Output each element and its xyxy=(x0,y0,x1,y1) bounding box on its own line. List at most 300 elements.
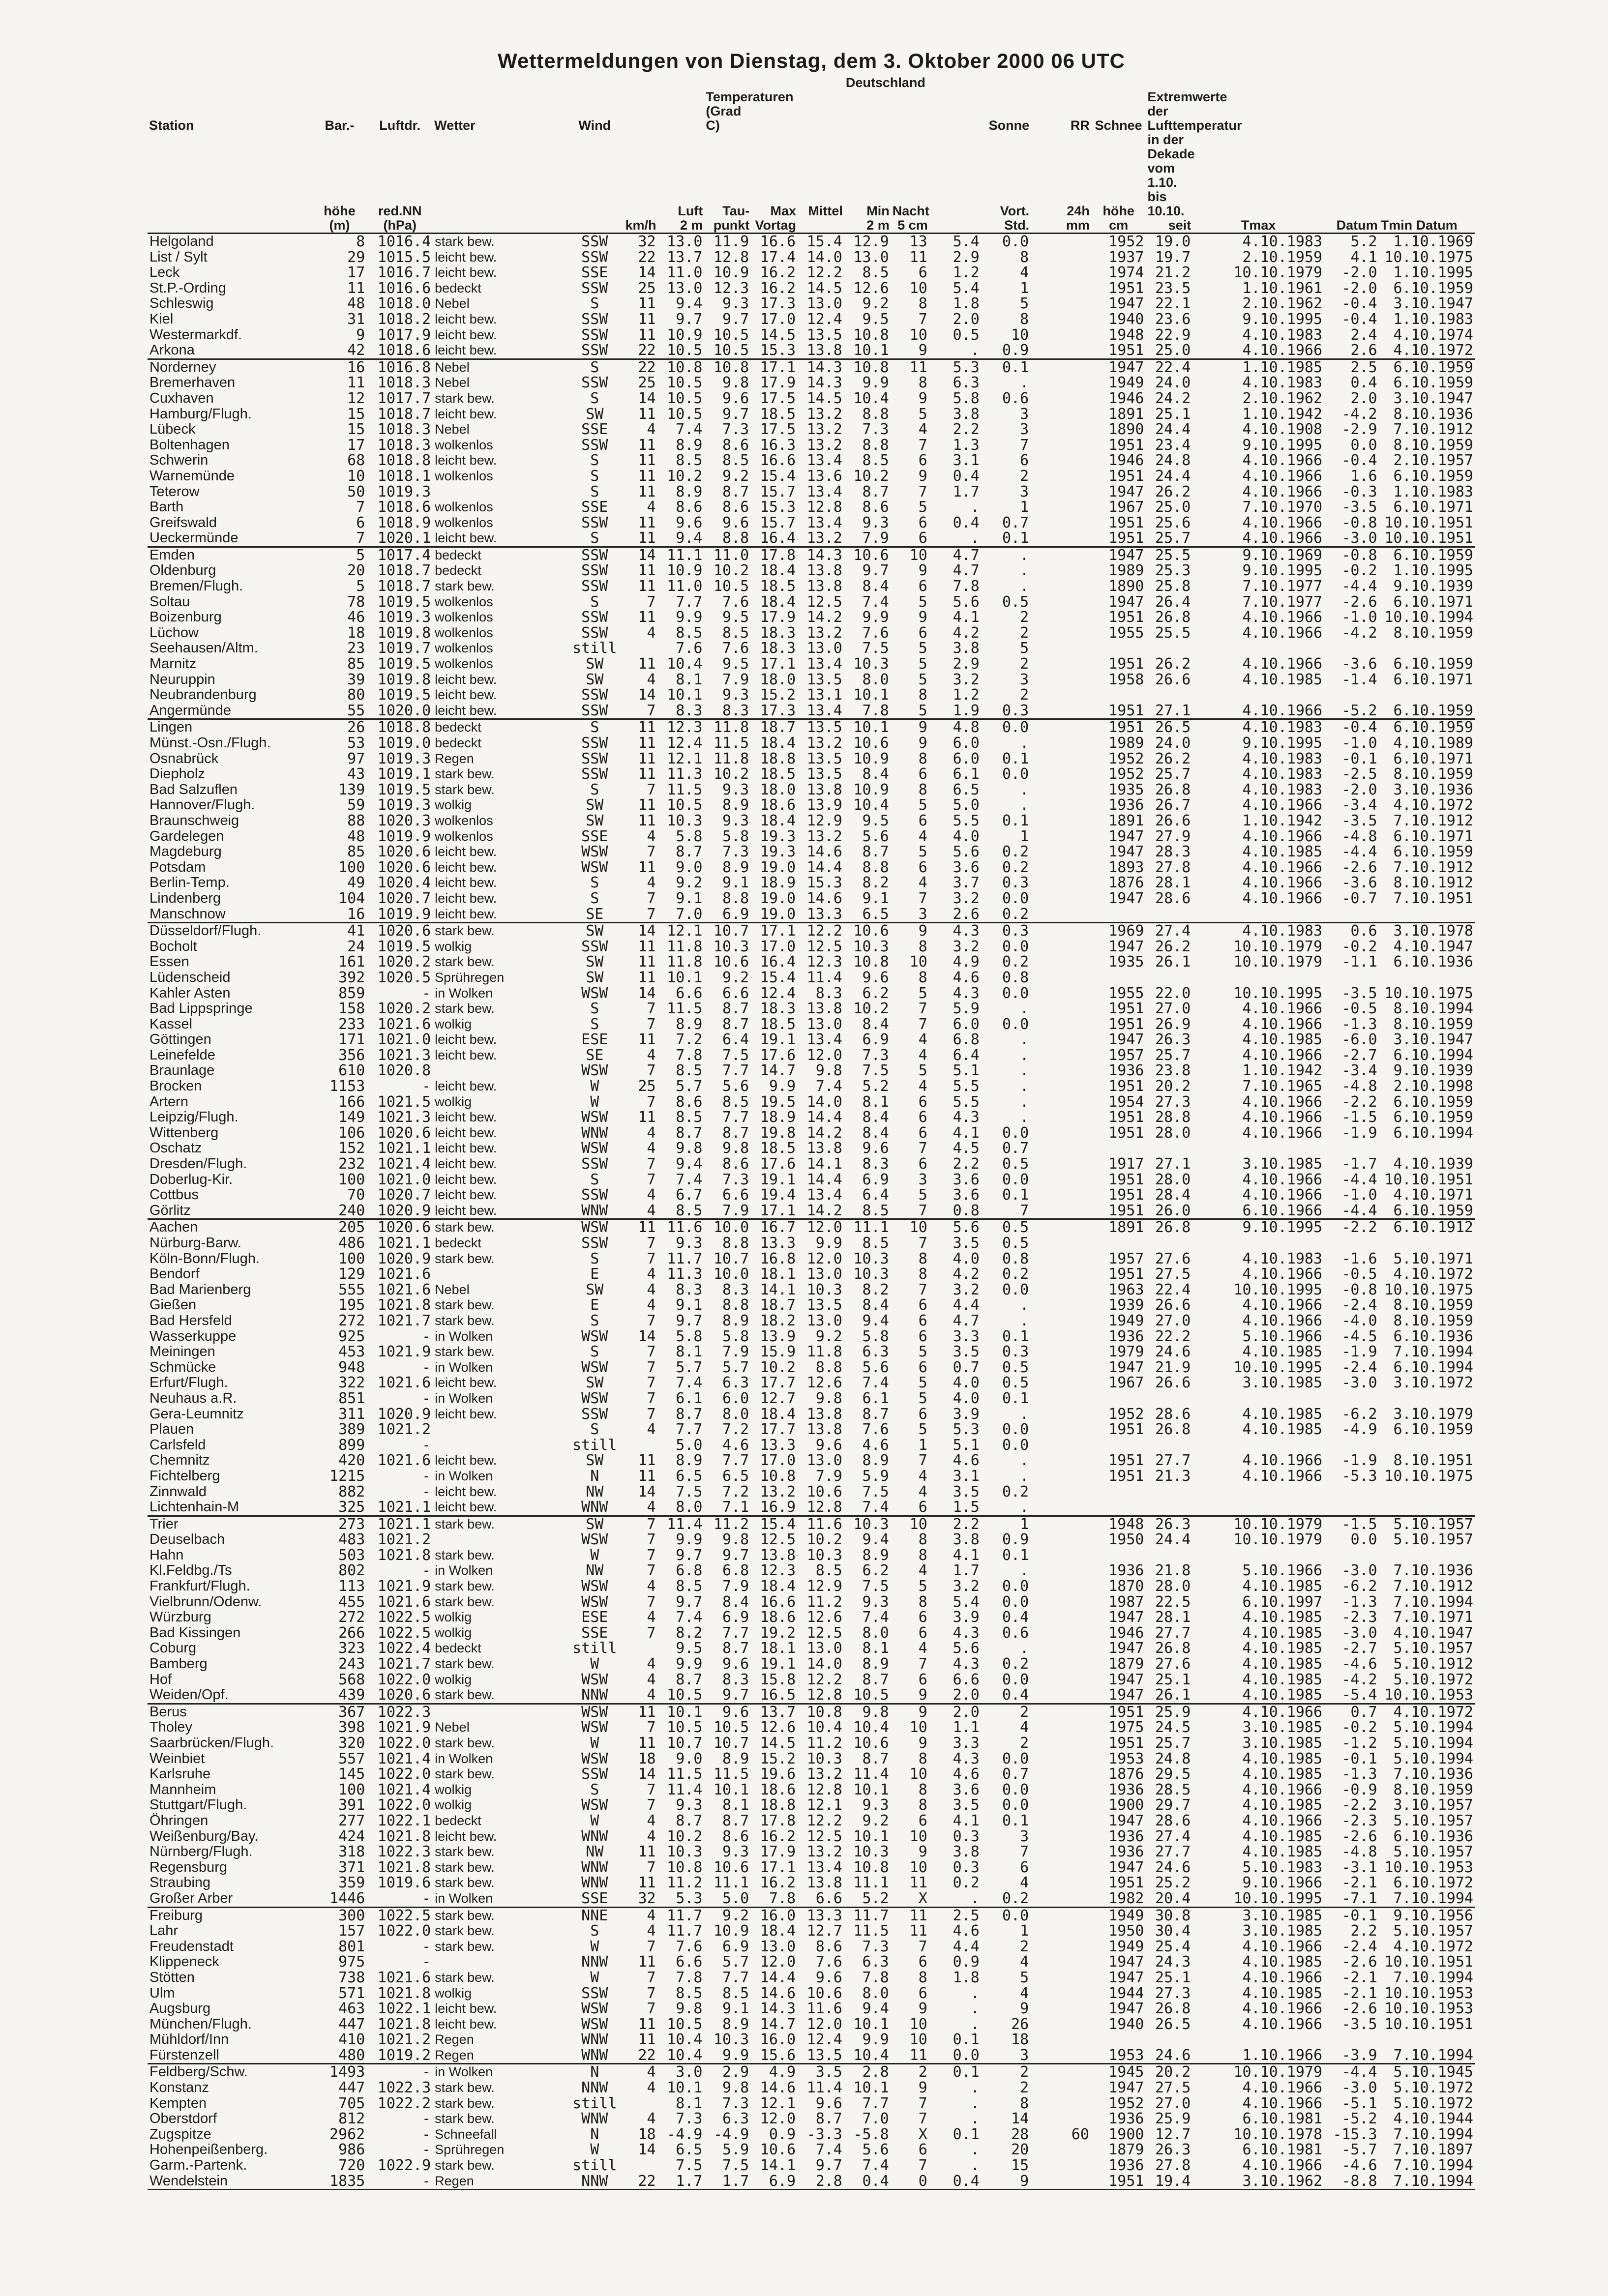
table-cell: 1018.7 xyxy=(377,563,431,579)
table-cell: 4 xyxy=(647,828,656,845)
table-cell: 11.5 xyxy=(667,1766,703,1782)
table-cell: 0.3 xyxy=(953,1828,980,1845)
table-cell: 7 xyxy=(1020,1203,1029,1219)
table-cell: . xyxy=(1020,1047,1029,1063)
table-cell: WSW xyxy=(581,1672,608,1688)
table-cell: 1019.0 xyxy=(377,736,431,751)
table-cell: 3.3 xyxy=(953,1736,980,1751)
table-cell: 10.0 xyxy=(713,1266,749,1282)
table-cell: 6 xyxy=(918,1625,927,1641)
table-cell: 1.10.1942 xyxy=(1242,406,1323,422)
header-cell xyxy=(1192,76,1324,90)
table-cell: 10.3 xyxy=(853,1266,889,1282)
table-cell: 26.8 xyxy=(1146,1219,1192,1236)
table-cell: 4.6 xyxy=(953,1453,980,1469)
table-cell: 24.5 xyxy=(1155,1720,1191,1736)
table-cell: 9.3 xyxy=(862,515,889,531)
table-cell xyxy=(1031,1844,1091,1860)
table-cell: 18.4 xyxy=(760,736,796,751)
table-cell: . xyxy=(970,2016,980,2032)
table-cell: 0.0 xyxy=(1002,1782,1029,1798)
table-cell: 15.4 xyxy=(760,970,796,986)
table-cell: 27.6 xyxy=(1155,1251,1191,1267)
table-cell: 4 xyxy=(647,1203,656,1219)
table-cell: 7 xyxy=(647,1406,656,1422)
table-cell: 4.10.1966 xyxy=(1242,2158,1323,2174)
table-cell xyxy=(1091,1391,1146,1407)
table-cell: wolkenlos xyxy=(435,610,493,625)
table-cell: 4 xyxy=(647,500,656,515)
table-cell: 11.7 xyxy=(667,1251,703,1267)
table-cell: 3.10.1947 xyxy=(1393,296,1473,312)
header-cell: in der Dekade vom 1.10. bis 10.10. xyxy=(1147,132,1195,218)
table-cell: Freiburg xyxy=(148,1907,312,1923)
table-cell: 5 xyxy=(918,594,927,610)
table-cell xyxy=(1031,954,1091,970)
table-cell: 8.7 xyxy=(722,1016,749,1032)
table-cell: 85 xyxy=(347,656,365,672)
table-cell: 1987 xyxy=(1108,1594,1144,1610)
table-cell: 8.6 xyxy=(722,500,749,515)
table-cell: Augsburg xyxy=(149,2001,211,2017)
table-cell: 4 xyxy=(918,1563,927,1579)
table-cell: NW xyxy=(586,1563,604,1579)
table-cell: . xyxy=(1020,1406,1029,1422)
table-cell: . xyxy=(1020,1110,1029,1125)
table-cell: -4.8 xyxy=(1341,828,1377,845)
table-cell: Kiel xyxy=(149,311,174,327)
table-cell: 5.1 xyxy=(953,1063,980,1079)
table-cell: -4.9 xyxy=(713,2126,749,2143)
table-cell: 3.10.1936 xyxy=(1393,782,1473,798)
table-cell: 1951 xyxy=(1108,1001,1144,1017)
table-cell: 18.1 xyxy=(760,1641,796,1657)
table-cell: 9.1 xyxy=(722,2001,749,2017)
table-cell: 1947 xyxy=(1108,594,1144,610)
table-cell: 0.2 xyxy=(1002,1656,1029,1672)
table-cell: . xyxy=(1020,1641,1029,1657)
table-cell: 6 xyxy=(918,530,927,547)
table-cell: 26.6 xyxy=(1155,672,1191,688)
table-cell xyxy=(1192,687,1324,703)
table-cell: leicht bew. xyxy=(435,703,497,718)
table-cell: 11.7 xyxy=(667,1923,703,1939)
table-cell: 6.10.1959 xyxy=(1393,1094,1473,1110)
table-cell: 17.1 xyxy=(751,359,798,375)
table-cell: 8.6 xyxy=(676,1094,703,1110)
table-cell: -0.4 xyxy=(1341,296,1377,312)
table-cell: 27.4 xyxy=(1146,923,1192,939)
header-cell xyxy=(1324,133,1379,218)
table-cell: 8 xyxy=(918,1532,927,1548)
table-cell: 1947 xyxy=(1108,828,1144,845)
table-cell: 1936 xyxy=(1108,2111,1144,2127)
table-cell: Wendelstein xyxy=(148,2174,312,2190)
table-cell xyxy=(1192,1484,1324,1500)
table-cell: 26.8 xyxy=(1155,1641,1191,1657)
table-cell: 11.6 xyxy=(798,1516,844,1532)
table-cell: 9.3 xyxy=(676,1797,703,1813)
table-cell: 7.7 xyxy=(862,2095,889,2112)
table-cell: 9.4 xyxy=(862,2001,889,2017)
table-cell: 1021.6 xyxy=(377,1375,431,1391)
table-cell: 8.8 xyxy=(722,890,749,907)
table-cell: bedeckt xyxy=(435,1641,481,1656)
table-cell: 10.3 xyxy=(667,1844,703,1860)
table-cell: 13.5 xyxy=(806,327,842,343)
table-cell xyxy=(1031,1048,1091,1063)
table-cell: 7.10.1936 xyxy=(1393,1563,1473,1579)
table-cell: 11 xyxy=(638,954,656,970)
table-cell: 18.4 xyxy=(760,1579,796,1594)
table-cell: 21.2 xyxy=(1155,265,1191,281)
table-cell: 4.10.1985 xyxy=(1242,1032,1323,1048)
table-cell: 20 xyxy=(1011,2142,1029,2158)
table-cell: 1020.9 xyxy=(377,1251,431,1267)
table-cell: 14 xyxy=(619,923,657,939)
table-cell: S xyxy=(590,1001,599,1017)
table-cell: 2.2 xyxy=(929,1516,982,1532)
table-cell: 12.8 xyxy=(806,1687,842,1704)
table-cell: 4 xyxy=(647,1266,656,1282)
table-cell: Freudenstadt xyxy=(149,1939,234,1954)
table-cell: 13.2 xyxy=(806,736,842,751)
table-cell: 5.0 xyxy=(722,1890,749,1907)
table-cell: 27.0 xyxy=(1155,1001,1191,1017)
table-cell: 1949 xyxy=(1108,375,1144,391)
table-cell: -2.2 xyxy=(1324,1219,1379,1236)
table-cell xyxy=(1031,1532,1091,1548)
table-cell: 12.2 xyxy=(806,265,842,281)
table-cell: 6.3 xyxy=(862,1344,889,1360)
table-cell: -2.0 xyxy=(1341,782,1377,798)
table-cell: 10.6 xyxy=(806,1985,842,2002)
table-cell: 1.10.1942 xyxy=(1242,813,1323,829)
table-cell: 10.10.1953 xyxy=(1384,1687,1473,1704)
table-cell: 14 xyxy=(638,1484,656,1500)
table-cell: 4.10.1966 xyxy=(1242,859,1323,876)
table-cell: 1021.1 xyxy=(377,1236,431,1251)
table-cell: stark bew. xyxy=(435,954,495,970)
table-cell: WNW xyxy=(581,1125,608,1141)
table-cell: 145 xyxy=(338,1766,365,1782)
table-cell: 5.10.1957 xyxy=(1393,1532,1473,1548)
table-cell: Großer Arber xyxy=(149,1890,233,1906)
table-cell: 11.8 xyxy=(806,1344,842,1360)
table-cell: 1 xyxy=(1020,280,1029,296)
table-cell: 18.5 xyxy=(760,766,796,782)
table-cell xyxy=(433,1704,570,1720)
table-cell: 9.6 xyxy=(862,1141,889,1157)
table-cell: 1935 xyxy=(1108,954,1144,970)
station-row xyxy=(148,2158,1475,2174)
table-cell: 25 xyxy=(638,1079,656,1094)
table-cell: Göttingen xyxy=(149,1032,211,1048)
table-cell: 7 xyxy=(647,1172,656,1188)
table-cell: 0.4 xyxy=(1002,1687,1029,1704)
table-cell: 9.3 xyxy=(862,1594,889,1610)
table-cell: 4 xyxy=(918,1641,927,1657)
table-cell: 5.2 xyxy=(862,1079,889,1094)
table-cell: 3.10.1962 xyxy=(1192,2174,1324,2190)
table-cell: 0.0 xyxy=(1002,939,1029,955)
table-cell: 8.5 xyxy=(862,265,889,281)
table-cell: 18.0 xyxy=(760,782,796,798)
table-cell: . xyxy=(1020,1001,1029,1017)
table-cell: 5.0 xyxy=(676,1437,703,1453)
table-cell xyxy=(1031,2064,1091,2080)
table-cell: 25.5 xyxy=(1155,625,1191,641)
table-cell: 6.10.1959 xyxy=(1393,280,1473,296)
table-cell: 7 xyxy=(647,890,656,907)
table-cell: 4.6 xyxy=(953,1766,980,1782)
table-cell: 11.1 xyxy=(844,1219,891,1236)
table-cell: 0.4 xyxy=(929,2174,982,2190)
table-cell: 6.3 xyxy=(722,1375,749,1391)
table-cell: wolkenlos xyxy=(435,468,493,483)
table-cell: 1021.7 xyxy=(377,1656,431,1672)
table-cell: Bad Salzuflen xyxy=(149,782,238,797)
table-cell xyxy=(1031,1375,1091,1391)
station-row xyxy=(148,782,1475,798)
table-cell: 0.0 xyxy=(1002,1437,1029,1453)
table-cell: Manschnow xyxy=(149,906,226,922)
table-cell: 7.1 xyxy=(722,1500,749,1516)
table-cell: 17.8 xyxy=(760,1813,796,1829)
table-cell: in Wolken xyxy=(435,1390,493,1406)
table-cell: 10.8 xyxy=(853,1859,889,1876)
table-cell: 8 xyxy=(918,751,927,767)
table-cell: 16.4 xyxy=(760,954,796,970)
table-cell: 7.9 xyxy=(815,1468,842,1484)
table-cell: 19.0 xyxy=(1155,233,1191,250)
table-cell: 1.10.1995 xyxy=(1393,563,1473,579)
table-cell: 9.4 xyxy=(676,296,703,312)
table-cell xyxy=(1031,2048,1091,2064)
table-cell: S xyxy=(590,875,599,891)
table-cell xyxy=(1031,281,1091,296)
table-cell: 13.4 xyxy=(806,1187,842,1203)
table-cell: 59 xyxy=(347,797,365,813)
table-cell: 26.6 xyxy=(1155,813,1191,829)
table-cell: leicht bew. xyxy=(435,453,497,468)
table-cell: -5.7 xyxy=(1341,2142,1377,2158)
station-row xyxy=(148,1251,1475,1267)
table-cell: 4.10.1966 xyxy=(1242,484,1323,500)
table-cell: 8.2 xyxy=(862,875,889,891)
table-cell: 0.1 xyxy=(1002,530,1029,547)
table-cell: St.P.-Ording xyxy=(149,280,226,296)
table-cell: 6.10.1971 xyxy=(1393,594,1473,610)
table-cell: 5.10.1966 xyxy=(1242,1563,1323,1579)
table-cell: 8.9 xyxy=(722,1313,749,1329)
table-cell: 4.10.1983 xyxy=(1242,782,1323,798)
table-cell: 0.9 xyxy=(953,1954,980,1970)
table-cell: Kahler Asten xyxy=(149,985,231,1001)
table-cell: 5.10.1972 xyxy=(1393,1672,1473,1688)
table-cell: 1020.0 xyxy=(377,703,431,719)
table-cell xyxy=(1031,2001,1091,2017)
table-cell: 6.10.1936 xyxy=(1393,954,1473,970)
table-cell: 8.7 xyxy=(676,1125,703,1141)
table-cell: 9.10.1995 xyxy=(1242,563,1323,579)
table-cell: 18.4 xyxy=(760,563,796,579)
table-cell: 6.6 xyxy=(722,1187,749,1203)
table-cell: 7 xyxy=(918,437,927,453)
header-cell: 24h xyxy=(1067,204,1090,218)
header-cell xyxy=(367,76,433,90)
table-cell: 12.0 xyxy=(806,2016,842,2032)
table-cell xyxy=(1031,907,1091,923)
table-cell: SE xyxy=(586,906,604,923)
table-cell: 6.10.1971 xyxy=(1393,751,1473,767)
table-cell: . xyxy=(970,2080,980,2096)
table-cell: 1951 xyxy=(1091,719,1146,736)
table-cell: 11.5 xyxy=(667,1001,703,1017)
table-cell: 4 xyxy=(1020,1985,1029,2002)
table-cell: 424 xyxy=(338,1828,365,1845)
table-cell: 1020.7 xyxy=(377,1187,431,1203)
table-cell: 6.10.1994 xyxy=(1393,1359,1473,1376)
table-cell: 7 xyxy=(619,1516,657,1532)
table-cell: 6.10.1997 xyxy=(1242,1594,1323,1610)
table-cell: 3 xyxy=(918,1172,927,1188)
table-cell: 4.3 xyxy=(953,1110,980,1125)
header-cell xyxy=(658,90,705,133)
table-cell: 4 xyxy=(647,1687,656,1704)
table-cell: 10.10.1979 xyxy=(1233,265,1323,281)
table-cell: 9.6 xyxy=(722,390,749,407)
table-cell: 195 xyxy=(338,1297,365,1313)
table-cell: 4 xyxy=(918,1047,927,1063)
table-cell: Karlsruhe xyxy=(149,1766,211,1782)
table-cell: 16.3 xyxy=(760,437,796,453)
table-cell xyxy=(1031,1407,1091,1422)
table-cell: 812 xyxy=(338,2111,365,2127)
table-cell: 18.8 xyxy=(760,1797,796,1813)
table-cell: 0.2 xyxy=(1002,1266,1029,1282)
table-cell: 5 xyxy=(918,1344,927,1360)
table-cell: 7 xyxy=(647,1359,656,1376)
header-cell xyxy=(312,76,367,90)
table-cell: 1020.9 xyxy=(377,1406,431,1422)
table-cell: 6.1 xyxy=(862,1390,889,1407)
table-cell: 1955 xyxy=(1108,625,1144,641)
table-cell xyxy=(1031,1017,1091,1032)
table-cell: 9 xyxy=(356,327,365,343)
table-cell: 4.10.1985 xyxy=(1242,1954,1323,1970)
table-cell xyxy=(1379,970,1475,986)
table-cell: 0.5 xyxy=(1002,1156,1029,1172)
table-cell: Bad Hersfeld xyxy=(149,1313,232,1328)
table-cell: 1021.6 xyxy=(377,1016,431,1032)
table-cell: wolkenlos xyxy=(435,515,493,530)
table-cell xyxy=(1031,2080,1091,2096)
table-cell: 11.1 xyxy=(853,1875,889,1891)
station-row xyxy=(148,672,1475,688)
table-cell: 4 xyxy=(1020,1720,1029,1736)
table-cell: 8.9 xyxy=(676,484,703,500)
table-cell: 10.7 xyxy=(667,1736,703,1751)
table-cell: 3.10.1985 xyxy=(1242,1375,1323,1391)
weather-table xyxy=(148,76,1475,2190)
table-cell: Magdeburg xyxy=(149,844,222,860)
table-header xyxy=(148,76,1475,234)
table-cell: WSW xyxy=(581,1594,608,1610)
table-cell: Stötten xyxy=(149,1970,195,1985)
table-cell: X xyxy=(918,2126,927,2143)
table-cell xyxy=(1379,1548,1475,1563)
table-cell: 7.9 xyxy=(722,1344,749,1360)
table-cell: S xyxy=(590,782,599,798)
table-cell: 1019.3 xyxy=(377,610,431,625)
table-cell: 10.8 xyxy=(853,954,889,970)
table-cell: 11 xyxy=(638,468,656,484)
table-cell: 1870 xyxy=(1108,1579,1144,1594)
table-cell: 12.8 xyxy=(806,1500,842,1516)
table-cell: 0.5 xyxy=(1002,1375,1029,1391)
table-cell: 8.8 xyxy=(862,437,889,453)
header-cell xyxy=(658,76,705,90)
table-cell: 8.10.1912 xyxy=(1393,875,1473,891)
table-cell: Nebel xyxy=(435,1720,470,1735)
station-row xyxy=(148,391,1475,407)
station-row xyxy=(148,438,1475,453)
table-cell: 27.3 xyxy=(1155,1985,1191,2002)
table-cell: 7.3 xyxy=(862,1939,889,1955)
table-cell: wolkig xyxy=(435,797,472,813)
table-cell: 1936 xyxy=(1108,1828,1144,1845)
table-cell: 25.3 xyxy=(1155,563,1191,579)
table-cell: 3.5 xyxy=(953,1236,980,1251)
station-row xyxy=(148,1203,1475,1219)
table-cell: 7 xyxy=(918,484,927,500)
table-cell: 8.6 xyxy=(722,437,749,453)
table-cell: 0.4 xyxy=(1002,1610,1029,1625)
table-cell: SSW xyxy=(581,625,608,641)
table-cell: 2 xyxy=(1020,610,1029,625)
table-cell: 8.3 xyxy=(676,1282,703,1298)
table-cell: 27.9 xyxy=(1155,828,1191,845)
table-cell: 0.2 xyxy=(1002,954,1029,970)
table-cell: 6.3 xyxy=(953,375,980,391)
table-cell: -4.8 xyxy=(1341,1844,1377,1860)
table-cell: 9.3 xyxy=(722,296,749,312)
table-cell: 10.4 xyxy=(667,2032,703,2048)
table-cell: 18.4 xyxy=(760,1923,796,1939)
table-cell: 25.5 xyxy=(1146,547,1192,563)
table-cell: 18 xyxy=(347,625,365,641)
table-cell: 10.5 xyxy=(667,375,703,391)
table-cell: 5.8 xyxy=(722,1328,749,1345)
station-row xyxy=(148,265,1475,281)
station-row xyxy=(148,1141,1475,1156)
table-cell: 7.7 xyxy=(676,594,703,610)
table-cell: 11.4 xyxy=(806,970,842,986)
table-cell: Köln-Bonn/Flugh. xyxy=(149,1251,260,1266)
station-row xyxy=(148,1782,1475,1798)
table-cell: stark bew. xyxy=(433,1516,570,1532)
table-cell: 9.10.1939 xyxy=(1393,1063,1473,1079)
table-cell: 4.10.1966 xyxy=(1242,890,1323,907)
table-cell: Diepholz xyxy=(149,766,205,782)
table-cell: 8.7 xyxy=(862,1406,889,1422)
table-cell: 30.4 xyxy=(1155,1923,1191,1939)
table-cell: 5.10.1957 xyxy=(1393,1641,1473,1657)
table-cell: 171 xyxy=(338,1032,365,1048)
table-cell: 10 xyxy=(909,1828,927,1845)
table-cell: 7 xyxy=(647,1156,656,1172)
